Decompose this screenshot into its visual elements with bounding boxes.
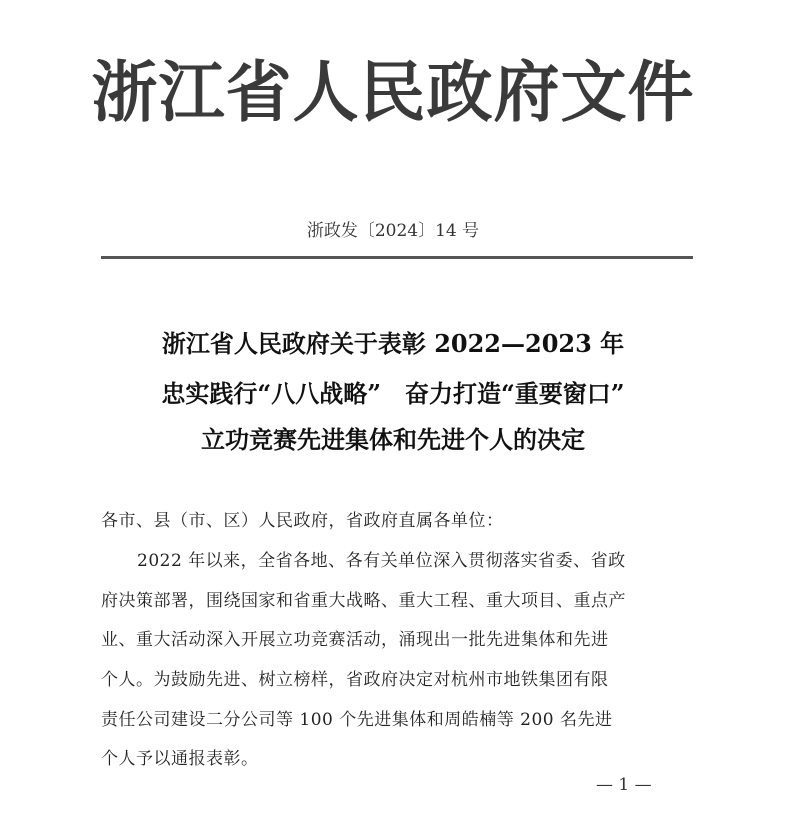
body-text-line: 个人。为鼓励先进、树立榜样，省政府决定对杭州市地铁集团有限 [101,670,609,690]
body-text-line: 2022 年以来，全省各地、各有关单位深入贯彻落实省委、省政 [137,551,626,571]
page-number: — 1 — [596,775,652,795]
header-divider [101,256,693,259]
document-number: 浙政发〔2024〕14 号 [306,221,480,241]
masthead-title: 浙江省人民政府文件 [91,53,695,131]
body-text-line: 业、重大活动深入开展立功竞赛活动，涌现出一批先进集体和先进 [101,630,609,650]
title-line: 忠实践行“八八战略” 奋力打造“重要窗口” [161,379,625,408]
body-text-line: 责任公司建设二分公司等 100 个先进集体和周皓楠等 200 名先进 [101,710,613,730]
title-line: 浙江省人民政府关于表彰 2022—2023 年 [161,329,625,358]
title-line: 立功竞赛先进集体和先进个人的决定 [201,425,585,454]
body-text-line: 府决策部署，围绕国家和省重大战略、重大工程、重大项目、重点产 [101,591,626,611]
salutation: 各市、县（市、区）人民政府，省政府直属各单位： [101,511,504,531]
body-text-line: 个人予以通报表彰。 [101,749,259,769]
